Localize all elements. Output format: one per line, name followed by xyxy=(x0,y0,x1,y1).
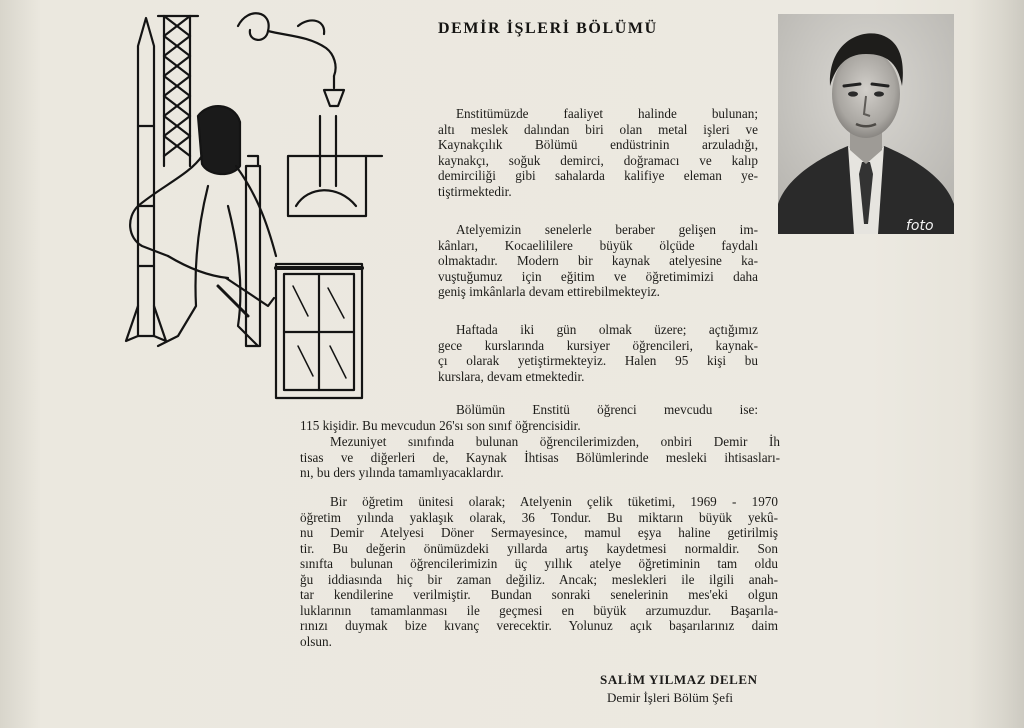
text-line: olsun. xyxy=(300,633,332,649)
paragraph-intro xyxy=(438,106,758,199)
text-line: Bölümün Enstitü öğrenci mevcudu ise: xyxy=(456,402,758,417)
paragraph-steel-consumption xyxy=(300,494,778,649)
text-line: 115 kişidir. Bu mevcudun 26'sı son sınıf öğrencisidir. xyxy=(300,417,581,433)
paragraph-graduates xyxy=(300,434,780,481)
text-line: tir. Bu değerin önümüzdeki yıllarda artış kaydetmesi normaldir. Son xyxy=(300,540,778,556)
text-line: tar kendilerine verilmiştir. Bundan sonraki senelerinin mes'eki olgun xyxy=(300,587,778,602)
text-line: ğu iddiasında hiç bir zaman değiliz. Ancak; meslekleri ile ilgili anah- xyxy=(300,571,778,587)
text-line: olmaktadır. Modern bir kaynak atelyesine ka- xyxy=(438,253,758,268)
text-line: nu Demir Atelyesi Döner Sermayesince, mamul eşya haline getirilmiş xyxy=(300,525,778,540)
text-line: vuştuğumuz için eğitim ve öğretimimizi daha xyxy=(438,268,758,284)
welder-illustration xyxy=(98,6,398,406)
text-line: Atelyemizin senelerle beraber gelişen im- xyxy=(456,222,758,237)
text-line: altı meslek dalından biri olan metal işleri ve xyxy=(438,121,758,137)
text-line: Mezuniyet sınıfında bulunan öğrencilerimizden, onbiri Demir İh xyxy=(330,434,780,449)
signature-name: SALİM YILMAZ DELEN xyxy=(600,672,758,687)
text-line: geniş imkânlarla devam ettirebilmekteyiz. xyxy=(438,284,660,299)
text-line: rınızı duymak bize kıvanç verecektir. Yolunuz açık başarılarınız daim xyxy=(300,618,778,633)
text-line: Bir öğretim ünitesi olarak; Atelyenin çelik tüketimi, 1969 - 1970 xyxy=(330,494,778,509)
text-line: Kaynakçılık Bölümü endüstrinin arzuladığı, xyxy=(438,137,758,152)
page-title: DEMİR İŞLERİ BÖLÜMÜ xyxy=(438,20,658,37)
text-line: tiştirmektedir. xyxy=(438,183,512,199)
paragraph-atelier xyxy=(438,222,758,300)
page-edge-shadow xyxy=(968,0,1024,728)
text-line: luklarının tamamlanması ile geçmesi en büyük arzumuzdur. Başarıla- xyxy=(300,602,778,618)
photo-watermark: foto xyxy=(906,218,934,234)
text-line: demirciliği gibi sahalarda kalifiye eleman ye- xyxy=(438,168,758,183)
portrait-drawing xyxy=(778,14,954,234)
text-line: Enstitümüzde faaliyet halinde bulunan; xyxy=(456,106,758,121)
paragraph-student-count xyxy=(300,402,758,433)
text-line: çı olarak yetiştirmekteyiz. Halen 95 kişi bu xyxy=(438,353,758,368)
text-line: kaynakçı, soğuk demirci, doğramacı ve kalıp xyxy=(438,152,758,168)
text-line: kurslara, devam etmektedir. xyxy=(438,368,585,384)
text-line: gece kurslarında kursiyer öğrencileri, kaynak- xyxy=(438,337,758,353)
text-line: tisas ve diğerleri de, Kaynak İhtisas Bölümlerinde mesleki ihtisasları- xyxy=(300,449,780,465)
text-line: sınıfta bulunan öğrencilerimizin üç yıllık atelye öğretiminin tam oldu xyxy=(300,556,778,571)
text-line: kânları, Kocaelililere büyük ölçüde faydalı xyxy=(438,237,758,253)
text-line: öğretim yılında yaklaşık olarak, 36 Tondur. Bu miktarın büyük yekû- xyxy=(300,509,778,525)
text-line: nı, bu ders yılında tamamlıyacaklardır. xyxy=(300,465,504,480)
paragraph-night-courses xyxy=(438,322,758,384)
text-line: Haftada iki gün olmak üzere; açtığımız xyxy=(456,322,758,337)
portrait-photo xyxy=(778,14,954,234)
signature-role: Demir İşleri Bölüm Şefi xyxy=(607,690,734,705)
